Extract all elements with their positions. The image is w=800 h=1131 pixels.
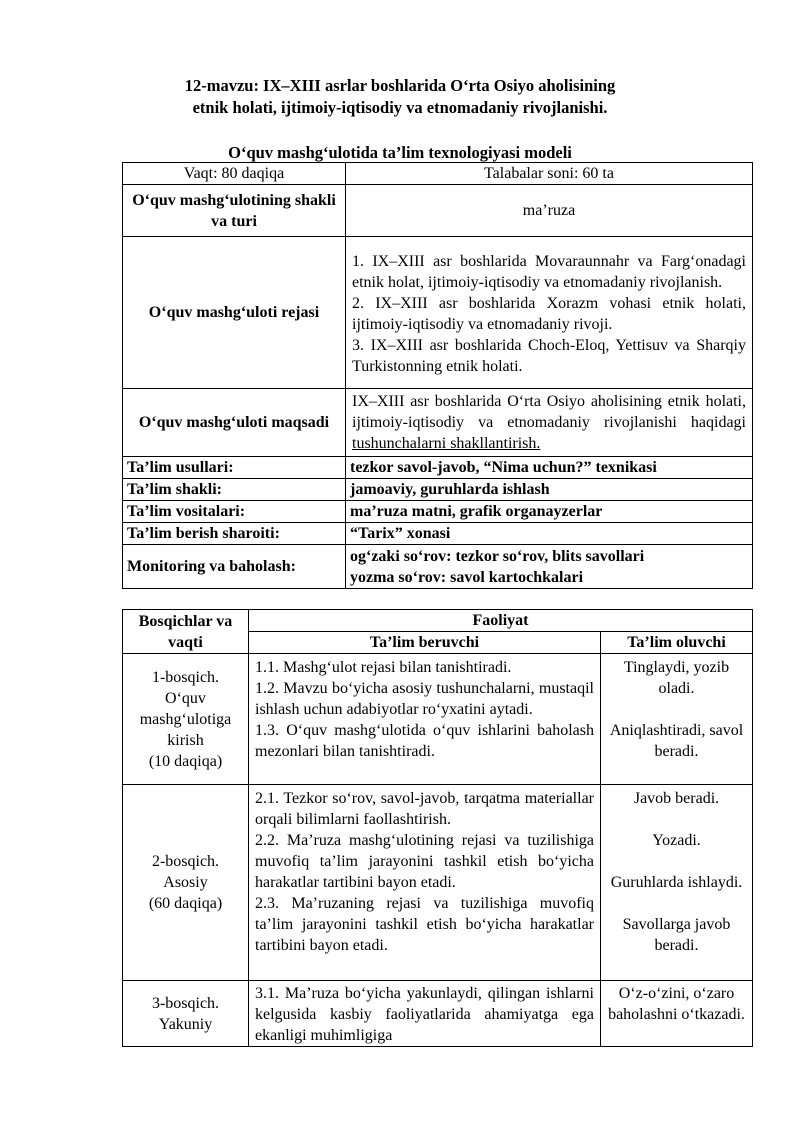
- tools-label: Ta’lim vositalari:: [123, 501, 346, 523]
- stage-3-student: [601, 981, 753, 1047]
- form-label: O‘quv mashg‘ulotining shakli va turi: [123, 185, 346, 237]
- spacer: [605, 893, 748, 914]
- table-row: [123, 523, 753, 545]
- goal-value: [346, 389, 753, 457]
- stage-2-name: [123, 785, 249, 981]
- table-row: [123, 185, 753, 237]
- plan-label: O‘quv mashg‘uloti rejasi: [123, 237, 346, 389]
- goal-text: IX–XIII asr boshlarida O‘rta Osiyo aholisining etnik holati, ijtimoiy-iqtisodiy va etnomadaniy rivojlanishi haqidagi: [352, 393, 746, 431]
- stage-name-line: Yakuniy: [158, 1015, 213, 1033]
- model-table: [122, 162, 753, 589]
- methods-value: tezkor savol-javob, “Nima uchun?” texnikasi: [346, 457, 753, 479]
- student-activity: Tinglaydi, yozib oladi.: [623, 659, 730, 697]
- conditions-value: “Tarix” xonasi: [346, 523, 753, 545]
- table-row: [123, 545, 753, 589]
- table-row: [123, 610, 753, 632]
- monitoring-line: og‘zaki so‘rov: tezkor so‘rov, blits savollari: [350, 547, 645, 565]
- plan-list: [346, 237, 753, 389]
- tools-value: ma’ruza matni, grafik organayzerlar: [346, 501, 753, 523]
- student-activity: Guruhlarda ishlaydi.: [610, 874, 743, 891]
- stage-1-student: [601, 654, 753, 785]
- stage-name-line: O‘quv: [165, 689, 206, 707]
- goal-text-underlined: tushunchalarni shakllantirish.: [352, 435, 541, 452]
- table-row: [123, 163, 753, 185]
- document-title: [120, 75, 680, 119]
- monitoring-value: [346, 545, 753, 589]
- stage-name-line: 2-bosqich.: [151, 853, 220, 870]
- model-subtitle: O‘quv mashg‘ulotida ta’lim texnologiyasi modeli: [228, 143, 572, 162]
- monitoring-label: Monitoring va baholash:: [123, 545, 346, 589]
- spacer: [605, 699, 748, 720]
- stage-name-line: (60 daqiqa): [148, 895, 223, 912]
- conditions-label: Ta’lim berish sharoiti:: [123, 523, 346, 545]
- teacher-activity: 2.1. Tezkor so‘rov, savol-javob, tarqatma materiallar orqali bilimlarni faollashtirish.: [255, 790, 594, 828]
- student-activity: Javob beradi.: [633, 790, 720, 807]
- stage-3-name: [123, 981, 249, 1047]
- plan-item: 3. IX–XIII asr boshlarida Choch-Eloq, Yettisuv va Sharqiy Turkistonning etnik holati.: [352, 336, 746, 375]
- stage-2-teacher: [249, 785, 601, 981]
- stage-name-line: 1-bosqich.: [151, 668, 220, 686]
- spacer: [605, 809, 748, 830]
- table-row: [123, 501, 753, 523]
- student-activity: Aniqlashtiradi, savol beradi.: [609, 722, 744, 760]
- stage-name-line: 3-bosqich.: [151, 994, 220, 1012]
- stage-2-student: [601, 785, 753, 981]
- goal-label: O‘quv mashg‘uloti maqsadi: [123, 389, 346, 457]
- title-line-1: 12-mavzu: IX–XIII asrlar boshlarida O‘rta Osiyo aholisining: [184, 76, 616, 95]
- stage-3-teacher: [249, 981, 601, 1047]
- shape-value: jamoaviy, guruhlarda ishlash: [346, 479, 753, 501]
- plan-item: 1. IX–XIII asr boshlarida Movaraunnahr va Farg‘onadagi etnik holat, ijtimoiy-iqtisodiy va etnomadaniy rivojlanish.: [352, 252, 746, 291]
- stage-name-line: (10 daqiqa): [148, 752, 223, 770]
- student-activity: Yozadi.: [652, 832, 701, 849]
- stage-name-line: mashg‘ulotiga: [139, 710, 232, 728]
- stage-name-line: Asosiy: [163, 874, 208, 891]
- stage-1-name: [123, 654, 249, 785]
- table-row: [123, 654, 753, 785]
- teacher-activity: 1.1. Mashg‘ulot rejasi bilan tanishtiradi.: [255, 659, 512, 676]
- monitoring-line: yozma so‘rov: savol kartochkalari: [350, 568, 584, 586]
- time-cell: Vaqt: 80 daqiqa: [123, 163, 346, 185]
- stages-table: [122, 609, 753, 1047]
- teacher-activity: 2.3. Ma’ruzaning rejasi va tuzilishiga muvofiq ta’lim jarayonini tashkil etish bo‘yicha harakatlar tartibini bayon etadi.: [255, 895, 594, 954]
- plan-item: 2. IX–XIII asr boshlarida Xorazm vohasi etnik holati, ijtimoiy-iqtisodiy va etnomadaniy rivoji.: [352, 294, 746, 333]
- students-cell: Talabalar soni: 60 ta: [346, 163, 753, 185]
- methods-label: Ta’lim usullari:: [123, 457, 346, 479]
- spacer: [605, 851, 748, 872]
- table-row: [123, 785, 753, 981]
- table-row: [123, 457, 753, 479]
- student-header: Ta’lim oluvchi: [601, 632, 753, 654]
- teacher-activity: 3.1. Ma’ruza bo‘yicha yakunlaydi, qilingan ishlarni kelgusida kasbiy faoliyatlarida ahamiyatga ega ekanligi muhimligiga: [255, 985, 594, 1044]
- stage-column-header: Bosqichlar va vaqti: [123, 610, 249, 654]
- teacher-activity: 1.3. O‘quv mashg‘ulotida o‘quv ishlarini baholash mezonlari bilan tanishtiradi.: [255, 722, 594, 760]
- student-activity: Savollarga javob beradi.: [622, 916, 731, 954]
- teacher-activity: 1.2. Mavzu bo‘yicha asosiy tushunchalarni, mustaqil ishlash uchun adabiyotlar ro‘yxatini aytadi.: [255, 680, 594, 718]
- title-line-2: etnik holati, ijtimoiy-iqtisodiy va etnomadaniy rivojlanishi.: [192, 98, 608, 117]
- stage-1-teacher: [249, 654, 601, 785]
- table-row: [123, 981, 753, 1047]
- activity-header: Faoliyat: [249, 610, 753, 632]
- table-row: [123, 237, 753, 389]
- teacher-activity: 2.2. Ma’ruza mashg‘ulotining rejasi va tuzilishiga muvofiq ta’lim jarayonini tashkil etish bo‘yicha harakatlar tartibini bayon etadi.: [255, 832, 594, 891]
- stage-name-line: kirish: [167, 731, 204, 749]
- table-row: [123, 389, 753, 457]
- table-row: [123, 479, 753, 501]
- shape-label: Ta’lim shakli:: [123, 479, 346, 501]
- student-activity: O‘z-o‘zini, o‘zaro baholashni o‘tkazadi.: [608, 985, 745, 1023]
- form-value: ma’ruza: [346, 185, 753, 237]
- teacher-header: Ta’lim beruvchi: [249, 632, 601, 654]
